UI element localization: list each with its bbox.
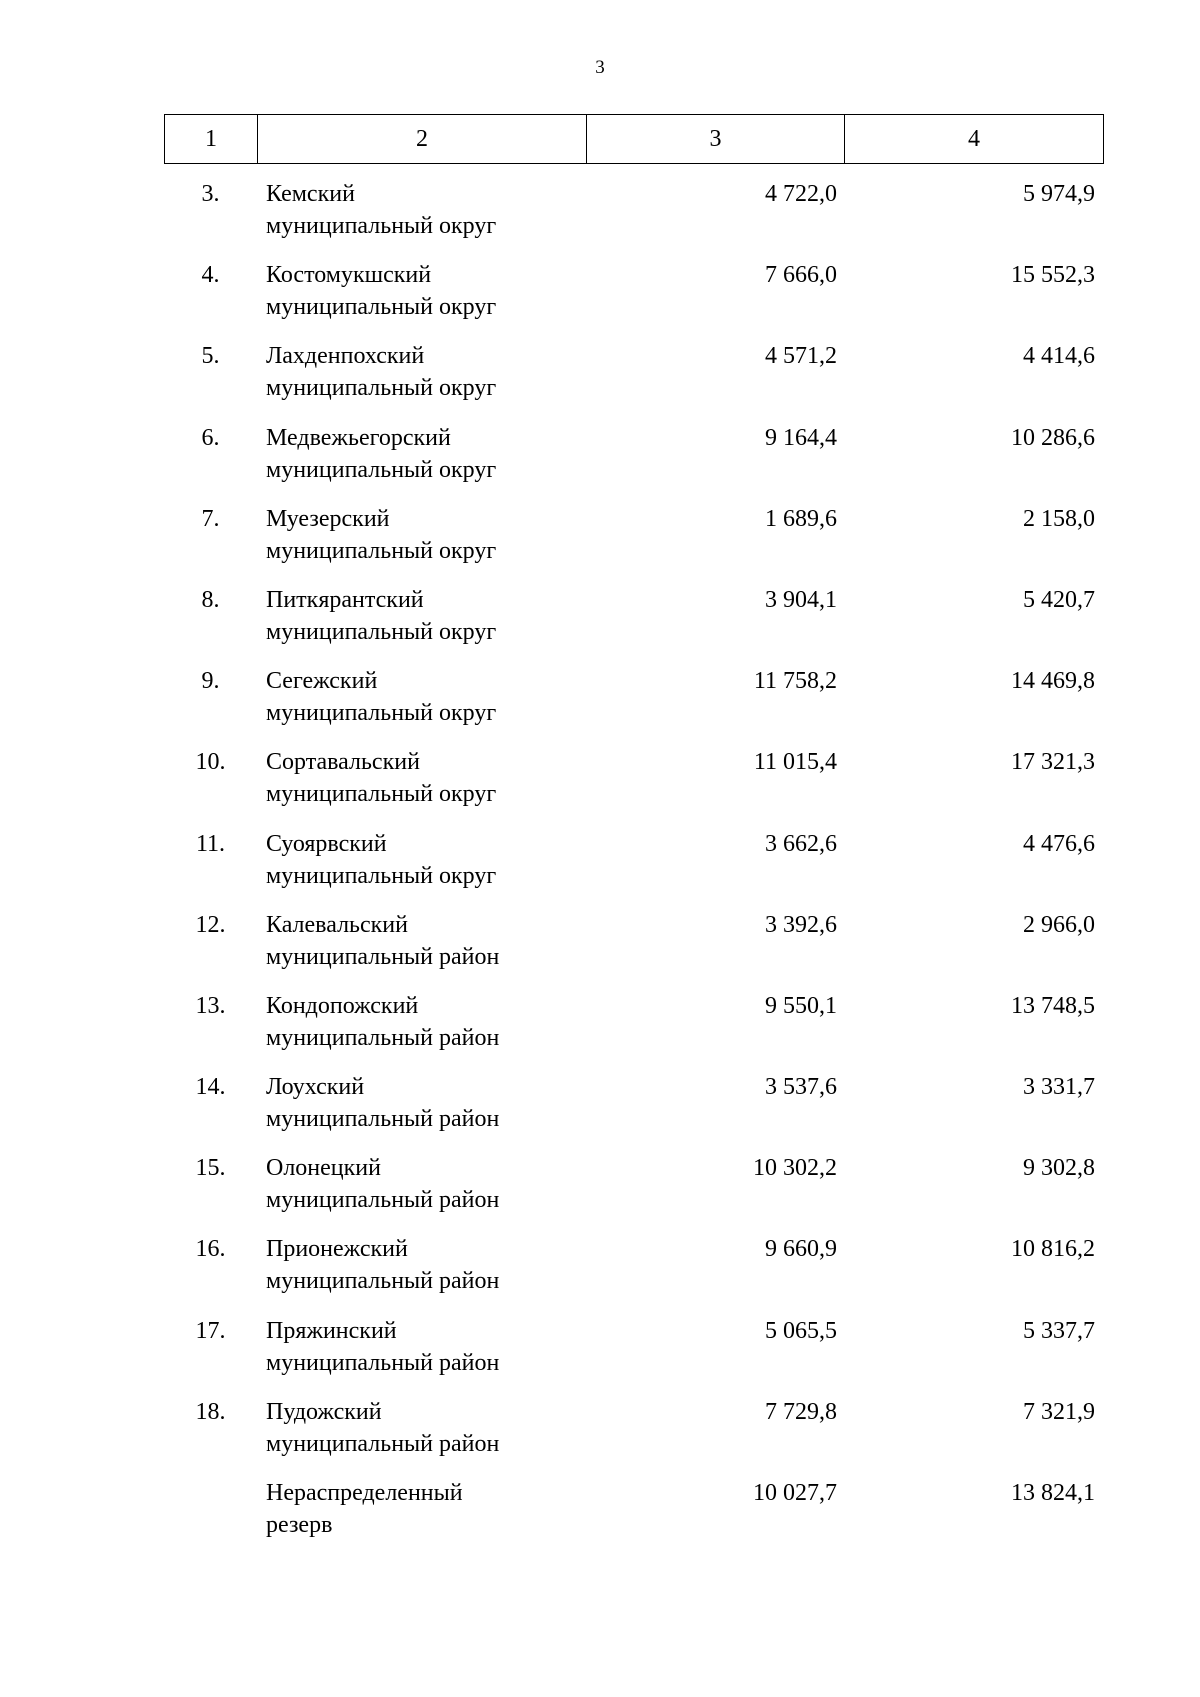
row-value-col-4: 10 816,2 xyxy=(1011,1236,1095,1263)
row-number: 9. xyxy=(201,668,220,695)
row-value-col-4: 2 966,0 xyxy=(1023,911,1095,938)
row-value-col-4: 17 321,3 xyxy=(1011,749,1095,776)
table-row xyxy=(0,1071,1200,1152)
table-row xyxy=(0,1152,1200,1233)
table-row xyxy=(0,1315,1200,1396)
row-name-line-1: Костомукшский xyxy=(266,262,432,289)
row-number: 17. xyxy=(195,1317,226,1344)
row-value-col-4: 4 414,6 xyxy=(1023,343,1095,370)
row-number: 3. xyxy=(201,181,220,207)
row-name-line-1: Олонецкий xyxy=(266,1155,381,1182)
header-col-3: 3 xyxy=(587,115,845,164)
row-value-col-4: 5 974,9 xyxy=(1023,181,1095,207)
row-value-col-4: 4 476,6 xyxy=(1023,830,1095,857)
row-value-col-4: 13 748,5 xyxy=(1011,992,1095,1019)
row-value-col-4: 13 824,1 xyxy=(1011,1480,1095,1506)
header-col-1: 1 xyxy=(165,115,258,164)
row-name xyxy=(266,340,586,404)
row-name-line-1: Кондопожский xyxy=(266,992,419,1019)
row-name-line-2: муниципальный округ xyxy=(266,456,497,483)
row-name-line-1: Калевальский xyxy=(266,911,408,938)
table-row xyxy=(0,1396,1200,1477)
row-name xyxy=(266,828,586,892)
row-value-col-4: 3 331,7 xyxy=(1023,1074,1095,1101)
row-value-col-3: 3 904,1 xyxy=(765,586,837,613)
row-name-line-1: Пудожский xyxy=(266,1398,382,1425)
row-name-line-1: Сортавальский xyxy=(266,749,420,776)
row-number: 8. xyxy=(201,586,220,613)
table-row xyxy=(0,990,1200,1071)
page-number: 3 xyxy=(595,57,605,78)
row-name-line-1: Прионежский xyxy=(266,1236,408,1263)
row-name-line-2: муниципальный район xyxy=(266,1106,500,1133)
row-name xyxy=(266,503,586,567)
row-value-col-3: 4 722,0 xyxy=(765,181,837,207)
row-name-line-2: муниципальный округ xyxy=(266,375,497,402)
row-name-line-1: Сегежский xyxy=(266,668,378,695)
row-value-col-3: 9 164,4 xyxy=(765,424,837,451)
row-number: 4. xyxy=(201,262,220,289)
row-number: 10. xyxy=(195,749,226,776)
row-number: 5. xyxy=(201,343,220,370)
row-name xyxy=(266,665,586,729)
table-row xyxy=(0,828,1200,909)
row-number: 16. xyxy=(195,1236,226,1263)
row-value-col-3: 1 689,6 xyxy=(765,505,837,532)
row-value-col-3: 11 015,4 xyxy=(753,749,837,776)
row-name xyxy=(266,1477,586,1541)
header-col-2: 2 xyxy=(258,115,587,164)
row-value-col-4: 5 337,7 xyxy=(1023,1317,1095,1344)
table-row xyxy=(0,178,1200,259)
table-row xyxy=(0,665,1200,746)
row-name xyxy=(266,422,586,486)
row-name-line-1: Суоярвский xyxy=(266,830,387,857)
row-value-col-4: 15 552,3 xyxy=(1011,262,1095,289)
row-value-col-3: 4 571,2 xyxy=(765,343,837,370)
row-value-col-3: 5 065,5 xyxy=(765,1317,837,1344)
row-name-line-2: резерв xyxy=(266,1512,333,1538)
row-name-line-1: Муезерский xyxy=(266,505,390,532)
row-name xyxy=(266,259,586,323)
row-name-line-2: муниципальный округ xyxy=(266,213,497,239)
row-number: 18. xyxy=(195,1398,226,1425)
row-name-line-2: муниципальный район xyxy=(266,943,500,970)
table-row xyxy=(0,340,1200,421)
row-name xyxy=(266,1152,586,1216)
row-name-line-2: муниципальный округ xyxy=(266,781,497,808)
row-number: 6. xyxy=(201,424,220,451)
row-name-line-1: Питкярантский xyxy=(266,586,424,613)
row-value-col-3: 10 302,2 xyxy=(753,1155,837,1182)
table-row xyxy=(0,584,1200,665)
row-name-line-2: муниципальный округ xyxy=(266,537,497,564)
row-name xyxy=(266,990,586,1054)
row-number: 11. xyxy=(195,830,226,857)
row-value-col-3: 3 662,6 xyxy=(765,830,837,857)
row-value-col-4: 7 321,9 xyxy=(1023,1398,1095,1425)
row-name xyxy=(266,909,586,973)
row-number: 13. xyxy=(195,992,226,1019)
row-number: 7. xyxy=(201,505,220,532)
row-value-col-4: 10 286,6 xyxy=(1011,424,1095,451)
row-name-line-2: муниципальный округ xyxy=(266,700,497,727)
row-value-col-3: 3 392,6 xyxy=(765,911,837,938)
row-value-col-4: 14 469,8 xyxy=(1011,668,1095,695)
row-value-col-4: 9 302,8 xyxy=(1023,1155,1095,1182)
row-value-col-3: 9 660,9 xyxy=(765,1236,837,1263)
table-row xyxy=(0,1477,1200,1558)
row-name-line-1: Лоухский xyxy=(266,1074,365,1101)
row-value-col-3: 3 537,6 xyxy=(765,1074,837,1101)
row-value-col-4: 5 420,7 xyxy=(1023,586,1095,613)
table-row xyxy=(0,746,1200,827)
row-name-line-2: муниципальный район xyxy=(266,1024,500,1051)
row-name xyxy=(266,1315,586,1379)
row-name xyxy=(266,1233,586,1297)
row-name xyxy=(266,746,586,810)
row-name-line-1: Кемский xyxy=(266,181,355,207)
row-name-line-2: муниципальный район xyxy=(266,1349,500,1376)
row-name xyxy=(266,1071,586,1135)
row-name-line-2: муниципальный район xyxy=(266,1268,500,1295)
row-name xyxy=(266,178,586,242)
row-name-line-2: муниципальный округ xyxy=(266,294,497,321)
table-row xyxy=(0,259,1200,340)
table-row xyxy=(0,422,1200,503)
table-row xyxy=(0,1233,1200,1314)
header-col-4: 4 xyxy=(845,115,1104,164)
row-name xyxy=(266,584,586,648)
row-value-col-3: 11 758,2 xyxy=(753,668,837,695)
row-name xyxy=(266,1396,586,1460)
row-value-col-3: 10 027,7 xyxy=(753,1480,837,1506)
row-name-line-2: муниципальный округ xyxy=(266,862,497,889)
row-name-line-2: муниципальный район xyxy=(266,1430,500,1457)
table-row xyxy=(0,503,1200,584)
row-number: 15. xyxy=(195,1155,226,1182)
row-value-col-3: 9 550,1 xyxy=(765,992,837,1019)
row-name-line-2: муниципальный район xyxy=(266,1187,500,1214)
row-number: 14. xyxy=(195,1074,226,1101)
row-name-line-1: Лахденпохский xyxy=(266,343,425,370)
row-value-col-4: 2 158,0 xyxy=(1023,505,1095,532)
row-name-line-1: Пряжинский xyxy=(266,1317,397,1344)
row-name-line-2: муниципальный округ xyxy=(266,618,497,645)
data-rows xyxy=(0,178,1200,1558)
row-number: 12. xyxy=(195,911,226,938)
column-number-header xyxy=(164,114,1104,164)
row-value-col-3: 7 666,0 xyxy=(765,262,837,289)
row-name-line-1: Нераспределенный xyxy=(266,1480,463,1506)
row-value-col-3: 7 729,8 xyxy=(765,1398,837,1425)
table-row xyxy=(0,909,1200,990)
row-name-line-1: Медвежьегорский xyxy=(266,424,451,451)
